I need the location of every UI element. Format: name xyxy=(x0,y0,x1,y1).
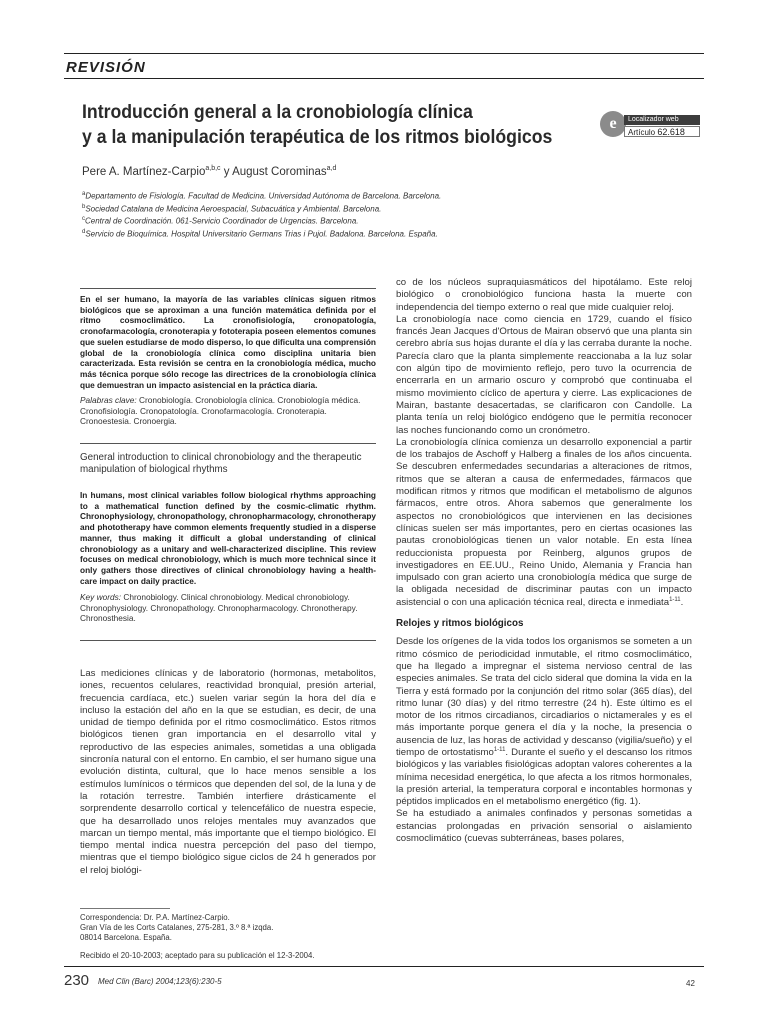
affiliation xyxy=(82,214,602,227)
affiliation xyxy=(82,202,602,215)
article-label: Artículo xyxy=(628,128,656,137)
footnote-rule xyxy=(80,908,170,909)
keywords-label: Key words: xyxy=(80,592,122,602)
author-2-affil: a,d xyxy=(326,165,337,172)
keywords-label: Palabras clave: xyxy=(80,395,137,405)
body-paragraph: Se ha estudiado a animales confinados y personas sometidas a estancias prolongadas en privación sensorial o aislamiento cosmoclimático (cuevas subterráneas, bases polares, xyxy=(396,808,692,845)
body-paragraph: co de los núcleos supraquiasmáticos del hipotálamo. Este reloj biológico o cronobiológico funciona hasta la muerte con independencia del tiempo externo o real que mide cualquier reloj. xyxy=(396,277,692,313)
body-paragraph xyxy=(396,636,692,808)
author-1: Pere A. Martínez-Carpio xyxy=(82,165,206,178)
title-line-2: y a la manipulación terapéutica de los ritmos biológicos xyxy=(82,127,553,148)
keywords-english xyxy=(80,592,376,624)
affiliation xyxy=(82,227,602,240)
journal-citation: Med Clin (Barc) 2004;123(6):230-5 xyxy=(98,977,222,986)
affiliation xyxy=(82,189,602,202)
body-left-column xyxy=(80,668,376,877)
abstract-end-rule xyxy=(80,640,376,641)
title-line-1: Introducción general a la cronobiología clínica xyxy=(82,102,473,123)
paragraph-text: . Durante el sueño y el descanso los ritmos biológicos y las variables fisiológicas adoptan valores coherentes a la mínima necesidad energética, lo que afecta a los ritmos hormonales, la presión arterial, la temperatura corporal e incontables hormonas y péptidos implicados en el metabolismo energético (fig. 1). xyxy=(396,746,692,808)
footer-rule xyxy=(64,966,704,967)
footer-number: 42 xyxy=(686,979,695,988)
correspondence-line: Correspondencia: Dr. P.A. Martínez-Carpio. xyxy=(80,913,230,922)
correspondence xyxy=(80,913,376,961)
affiliation-mark: c xyxy=(82,216,85,223)
article-title xyxy=(82,100,556,150)
web-locator[interactable] xyxy=(600,111,700,139)
affiliation-text: Central de Coordinación. 061-Servicio Coordinador de Urgencias. Barcelona. xyxy=(85,216,359,226)
correspondence-line: Gran Vía de les Corts Catalanes, 275-281, 3.º 8.ª izqda. xyxy=(80,923,274,932)
english-title: General introduction to clinical chronobiology and the therapeutic manipulation of biological rhythms xyxy=(80,452,362,476)
abstract-spanish: En el ser humano, la mayoría de las variables clínicas siguen ritmos biológicos que se aproximan a una función matemática definida por el ritmo cosmoclimático. La cronofisiología, cronopatología, cronofarmacología, cronoterapia y fototerapia poseen elementos comunes que suelen estudiarse de modo disperso, lo que dificulta una comprensión global de la cronobiología clínica como disciplina unitaria bien caracterizada. Esta revisión se centra en la cronobiología médica, mucho más técnica porque sólo recoge las directrices de la cronobiología clínica que demuestran un impacto asistencial en la práctica diaria. xyxy=(80,294,376,390)
author-joiner: y xyxy=(220,165,233,178)
abstract-rule xyxy=(80,288,376,289)
body-paragraph xyxy=(396,437,692,609)
page-number: 230 xyxy=(64,972,90,989)
authors xyxy=(82,165,336,178)
citation-ref: 1-11 xyxy=(493,746,506,753)
affiliation-mark: d xyxy=(82,228,86,235)
author-1-affil: a,b,c xyxy=(205,165,221,172)
affiliation-text: Servicio de Bioquímica. Hospital Universitario Germans Trias i Pujol. Badalona. Barcelona. España. xyxy=(85,229,438,239)
received-date: Recibido el 20-10-2003; aceptado para su publicación el 12-3-2004. xyxy=(80,951,315,960)
affiliation-mark: b xyxy=(82,203,86,210)
section-heading: Relojes y ritmos biológicos xyxy=(396,618,524,630)
body-paragraph: La cronobiología nace como ciencia en 1729, cuando el físico francés Jean Jacques d'Ortous de Mairan observó que una planta sin cerebro abría sus hojas durante el día y las cerraba durante la noche. Parecía claro que la planta simplemente reaccionaba a la luz solar con algún tipo de movimiento reflejo, pero tuvo la ocurrencia de encerrarla en un armario oscuro y comprobó que continuaba el mismo movimiento cíclico de apertura y cierre. Las explicaciones de Mairan, bastante desacertadas, se clarificaron con Candolle. La planta tenía un reloj biológico endógeno que le permitía reconocer las noches funcionando como un cronómetro. xyxy=(396,313,692,436)
correspondence-line: 08014 Barcelona. España. xyxy=(80,933,172,942)
section-label: REVISIÓN xyxy=(66,59,146,76)
affiliation-text: Departamento de Fisiología. Facultad de Medicina. Universidad Autónoma de Barcelona. Barcelona. xyxy=(85,191,442,201)
article-number: 62.618 xyxy=(657,127,685,137)
citation-ref: 1-11 xyxy=(669,596,681,603)
web-locator-label: Localizador web xyxy=(624,115,700,125)
web-locator-icon: e xyxy=(600,111,626,137)
keywords-text: Chronobiology. Clinical chronobiology. Medical chronobiology. Chronophysiology. Chronopathology. Chronopharmacology. Chronotherapy. Chronosthesia. xyxy=(80,592,358,624)
keywords-spanish xyxy=(80,395,376,427)
body-right-column xyxy=(396,277,692,845)
affiliations xyxy=(82,189,602,240)
body-paragraph: Las mediciones clínicas y de laboratorio (hormonas, metabolitos, iones, recuentos celulares, reactividad bronquial, presión arterial, frecuencia cardíaca, etc.) suelen variar según la hora del día e incluso la estación del año en la que se estudian, es decir, de una unidad de tiempo definida por el ritmo cosmoclimático. Estos ritmos biológicos tienen gran importancia en el desarrollo vital y reproductivo de las especies animales, sometidas a una obligada sincronía natural con el entorno. En cambio, el ser humano sigue una evolución distinta, cultural, que lo hace menos sensible a los estímulos lumínicos o térmicos que dependen del sol, de la luna y de la rotación terrestre. También interfiere drásticamente el sorprendente desarrollo cortical y telencefálico de nuestra especie, que ha desarrollado unos relojes mentales muy avanzados que marcan un tiempo mental, más importante que el tiempo biológico. El tiempo mental indica nuestra percepción del paso del tiempo, mientras que el tiempo biológico sigue ciclos de 24 h generados por el reloj biológi- xyxy=(80,668,376,876)
section-rule xyxy=(64,78,704,79)
paragraph-text: . xyxy=(680,596,684,608)
keywords-text: Cronobiología. Cronobiología clínica. Cronobiología médica. Cronofisiología. Cronopatología. Cronofarmacología. Cronoterapia. Cronoestesia. Cronoergia. xyxy=(80,395,361,427)
affiliation-mark: a xyxy=(82,191,86,197)
author-2: August Corominas xyxy=(232,165,327,178)
top-rule xyxy=(64,53,704,54)
abstract-english: In humans, most clinical variables follow biological rhythms approaching to a mathematical function defined by the cosmic-climatic rhythm. Chronophysiology, chronopathology, chronopharmacology, chronotherapy and phototherapy have common elements frequently studied in a disperse manner, thus making it difficult a global understanding of clinical chronobiology as a unitary and well-characterized discipline. This review focuses on medical chronobiology, which is much more technical since it only gathers those directives of clinical chronobiology having a health-care impact on daily practice. xyxy=(80,490,376,586)
english-rule xyxy=(80,443,376,444)
article-number-box xyxy=(624,126,700,137)
paragraph-text: Desde los orígenes de la vida todos los organismos se someten a un ritmo cósmico de periodicidad inmutable, el ritmo cosmoclimático, que ha llegado a impregnar el sistema nervioso central de las especies animales. Se trata del ciclo sideral que domina la vida en la Tierra y está formado por la conjunción del ritmo solar (365 días), del ritmo lunar (30 días) y del ritmo terrestre (24 h). Este último es el motor de los ritmos circadianos, circadiarios o nictamerales y es el más importante porque genera el día y la noche, la presencia o ausencia de luz, las horas de actividad y descanso (vigilia/sueño) y el tiempo de ortostatismo xyxy=(396,636,692,758)
affiliation-text: Sociedad Catalana de Medicina Aeroespacial, Subacuática y Ambiental. Barcelona. xyxy=(85,204,382,214)
paragraph-text: La cronobiología clínica comienza un desarrollo exponencial a partir de los trabajos de Aschoff y Halberg a finales de los años cincuenta. Se descubren enfermedades secundarias a alteraciones de ritmos, ritmos que se alteran a causa de enfermedades, fármacos que modifican ritmos y ritmos que modifican el metabolismo de algunos fármacos, entre otros. Ahora sabemos que generalmente los aspectos no cronobiológicos que intervienen en las decisiones clínicas suelen ser más importantes, pero en ciertas ocasiones las pautas cronobiológicas tienen un valor notable. En esta línea reduccionista propuesta por Reinberg, algunos grupos de investigadores en EE.UU., Reino Unido, Alemania y Francia han impulsado con gran acierto una cronobiología médica que surge de la obligada necesidad de discriminar pautas con un impacto asistencial o con una aplicación técnica real, directa e inmediata xyxy=(396,436,692,608)
